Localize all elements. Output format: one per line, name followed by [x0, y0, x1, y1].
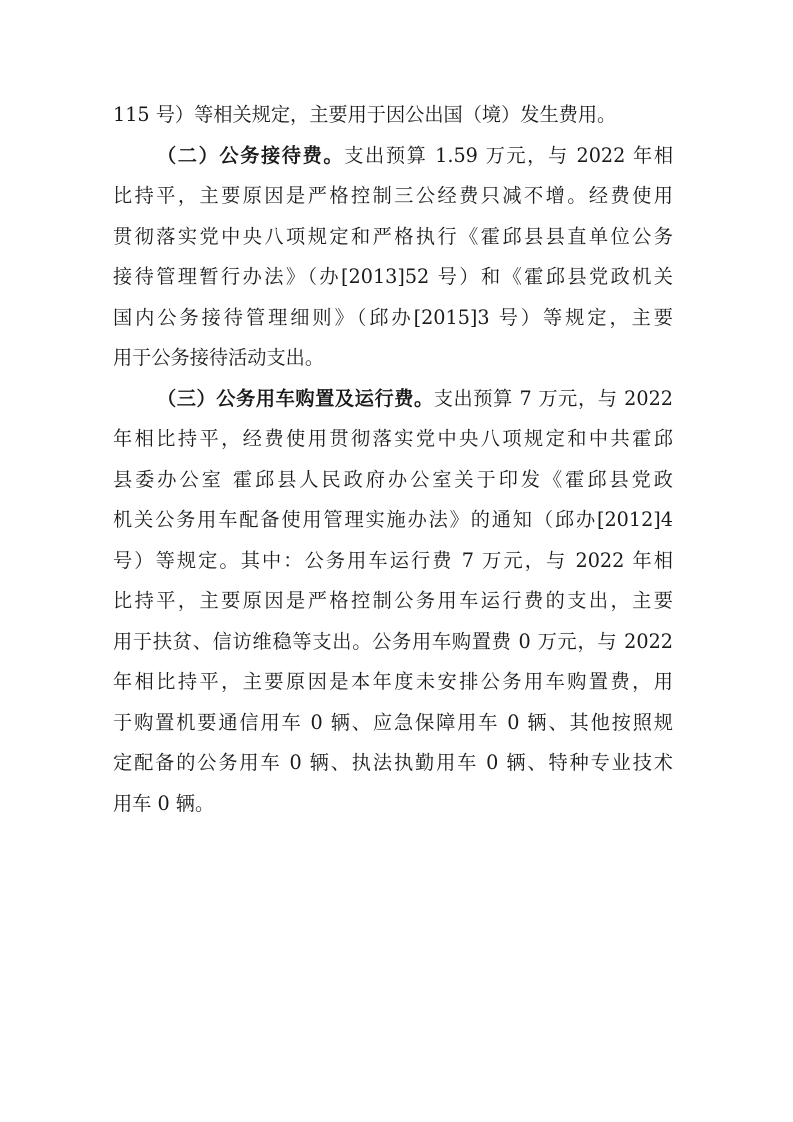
text-line: 接待管理暂行办法》（办[2013]52 号）和《霍邱县党政机关 — [113, 265, 673, 288]
text-line: 县委办公室 霍邱县人民政府办公室关于印发《霍邱县党政 — [113, 467, 673, 491]
section-2-text: 支出预算 1.59 万元，与 2022 年相 — [344, 143, 673, 167]
section-3-heading: （三）公务用车购置及运行费。 — [157, 386, 434, 410]
text-line: 机关公务用车配备使用管理实施办法》的通知（邱办[2012]4 — [113, 508, 673, 531]
text-line: 比持平，主要原因是严格控制三公经费只减不增。经费使用 — [113, 184, 673, 207]
document-body — [113, 95, 673, 824]
section-2-first-line — [113, 136, 673, 177]
text-line: 国内公务接待管理细则》（邱办[2015]3 号）等规定，主要 — [113, 305, 673, 329]
text-line: 贯彻落实党中央八项规定和严格执行《霍邱县县直单位公务 — [113, 224, 673, 248]
section-3-first-line — [113, 379, 673, 420]
text-line: 115 号）等相关规定，主要用于因公出国（境）发生费用。 — [113, 103, 617, 126]
text-line: 用于扶贫、信访维稳等支出。公务用车购置费 0 万元，与 2022 — [113, 629, 673, 653]
text-line: 于购置机要通信用车 0 辆、应急保障用车 0 辆、其他按照规 — [113, 710, 673, 734]
text-line: 年相比持平，经费使用贯彻落实党中央八项规定和中共霍邱 — [113, 427, 673, 450]
section-3-text: 支出预算 7 万元，与 2022 — [433, 386, 673, 410]
text-line: 用于公务接待活动支出。 — [113, 346, 325, 369]
text-line: 定配备的公务用车 0 辆、执法执勤用车 0 辆、特种专业技术 — [113, 751, 673, 774]
text-line: 用车 0 辆。 — [113, 791, 215, 815]
text-line: 年相比持平，主要原因是本年度未安排公务用车购置费，用 — [113, 670, 673, 693]
text-line: 号）等规定。其中：公务用车运行费 7 万元，与 2022 年相 — [113, 548, 673, 572]
text-line: 比持平，主要原因是严格控制公务用车运行费的支出，主要 — [113, 589, 673, 612]
section-2-heading: （二）公务接待费。 — [157, 143, 345, 167]
